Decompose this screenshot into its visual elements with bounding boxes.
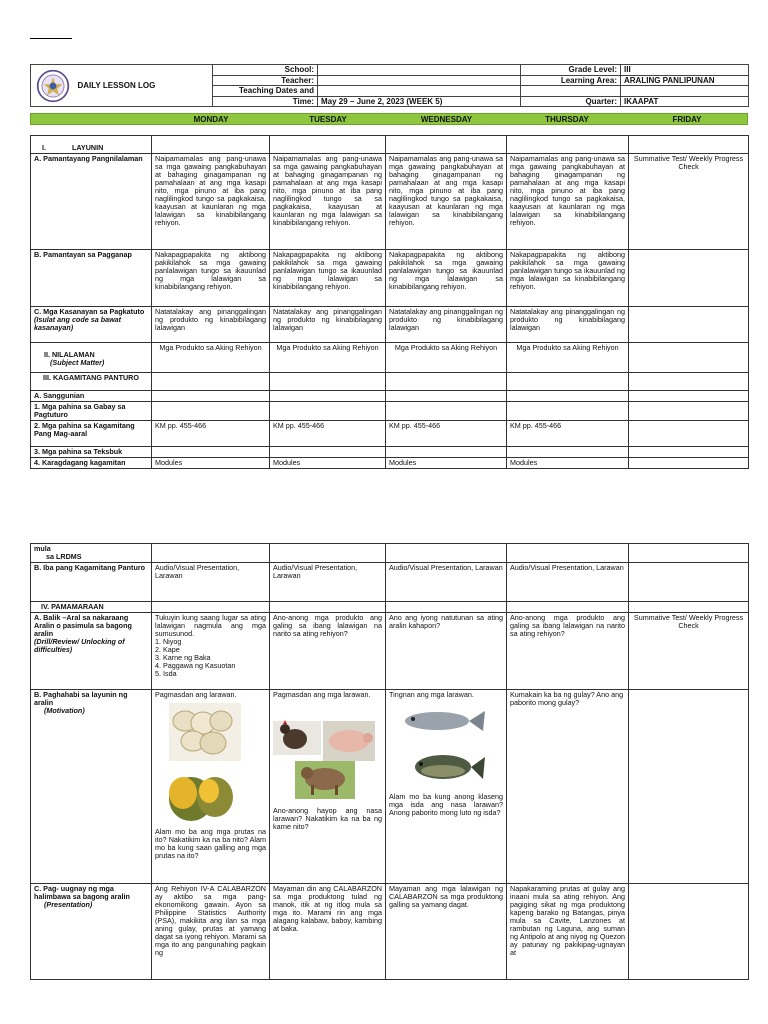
area-value[interactable]: ARALING PANLIPUNAN: [621, 75, 749, 86]
wed-motivation: Tingnan ang mga larawan. Alam mo ba kung anong klaseng mga isda ang nasa larawan? Anong paborito mong luto ng isda?: [386, 690, 507, 884]
area-label: Learning Area:: [521, 75, 621, 86]
pamantayan-pagganap-label: B. Pamantayan sa Pagganap: [31, 250, 152, 307]
thu-content-std: Naipamamalas ang pang-unawa sa mga gawaing pangkabuhayan at bahaging ginagampanan ng pamahalaan at ang mga kasapi nito, mga pinuno at iba pang naglilingkod tungo sa pagkakaisa, kaayusan at kaunlaran ng mga lalawigan sa kinabibilangang rehiyon.: [507, 154, 629, 250]
mon-materials: Audio/Visual Presentation, Larawan: [152, 563, 270, 602]
lesson-table-part2: [30, 543, 749, 980]
animals-image: [273, 701, 378, 801]
document-title: DAILY LESSON LOG: [75, 65, 213, 107]
grade-label: Grade Level:: [521, 65, 621, 76]
kasanayan-label: C. Mga Kasanayan sa Pagkatuto (Isulat ang code sa bawat kasanayan): [31, 307, 152, 343]
wed-content-std: Naipamamalas ang pang-unawa sa mga gawaing pangkabuhayan at bahaging ginagampanan ng pamahalaan at ang mga kasapi nito, mga pinuno at iba pang naglilingkod tungo sa pagkakaisa, kaayusan at kaunlaran ng mga lalawigan sa kinabibilangang rehiyon.: [386, 154, 507, 250]
fish-image: [389, 701, 489, 791]
tue-content-std: Naipamamalas ang pang-unawa sa mga gawaing pangkabuhayan at bahaging ginagampanan ng pamahalaan at ang mga kasapi nito, mga pinuno at iba pang naglilingkod tungo sa sa pagkakaisa, kaayusan at kaunlaran ng mga lalawigan sa kinabibilangang rehiyon.: [270, 154, 386, 250]
thu-performance-std: Nakapagpapakita ng aktibong pakikilahok sa mga gawaing panlalawigan tungo sa ikauunlad ng mga lalawigan sa kinabibilangang rehiyon.: [507, 250, 629, 307]
motivation-label: B. Paghahabi sa layunin ng aralin (Motivation): [31, 690, 152, 884]
thu-motivation: Kumakain ka ba ng gulay? Ano ang paborito mong gulay?: [507, 690, 629, 884]
dates-value[interactable]: [318, 86, 521, 97]
gabay-label: 1. Mga pahina sa Gabay sa Pagtuturo: [31, 402, 152, 421]
karagdagan-label: 4. Karagdagang kagamitan: [31, 458, 152, 469]
nilalaman-label: II. NILALAMAN (Subject Matter): [31, 343, 152, 373]
time-label: Time:: [213, 96, 318, 107]
time-value[interactable]: May 29 – June 2, 2023 (WEEK 5): [318, 96, 521, 107]
quarter-value[interactable]: IKAAPAT: [621, 96, 749, 107]
thu-subject: Mga Produkto sa Aking Rehiyon: [507, 343, 629, 373]
wed-km: KM pp. 455-466: [386, 421, 507, 447]
teacher-label: Teacher:: [213, 75, 318, 86]
quarter-label: Quarter:: [521, 96, 621, 107]
tue-materials: Audio/Visual Presentation, Larawan: [270, 563, 386, 602]
thu-km: KM pp. 455-466: [507, 421, 629, 447]
mon-subject: Mga Produkto sa Aking Rehiyon: [152, 343, 270, 373]
wed-modules: Modules: [386, 458, 507, 469]
teksbuk-label: 3. Mga pahina sa Teksbuk: [31, 447, 152, 458]
lesson-table-part1: [30, 135, 749, 469]
day-header-bar: [30, 113, 748, 125]
mon-content-std: Naipamamalas ang pang-unawa sa mga gawaing pangkabuhayan at bahaging ginagampanan ng pamahalaan at ang mga kasapi nito, mga pinuno at iba pang naglilingkod tungo sa pagkakaisa, kaayusan at kaunlaran ng mga lalawigan sa kinabibilangang rehiyon.: [152, 154, 270, 250]
school-value[interactable]: [318, 65, 521, 76]
thu-review: Ano-anong mga produkto ang galing sa ibang lalawigan na narito sa ating rehiyon?: [507, 613, 629, 690]
day-tuesday: TUESDAY: [309, 115, 347, 124]
fri-content-std: Summative Test/ Weekly Progress Check: [629, 154, 749, 250]
empty-cell: [621, 86, 749, 97]
grade-value[interactable]: III: [621, 65, 749, 76]
deped-seal: [31, 65, 75, 107]
layunin-heading: I. LAYUNIN: [31, 136, 152, 154]
presentation-label: C. Pag- uugnay ng mga halimbawa sa bagong aralin (Presentation): [31, 884, 152, 980]
mon-km: KM pp. 455-466: [152, 421, 270, 447]
wed-materials: Audio/Visual Presentation, Larawan: [386, 563, 507, 602]
tue-review: Ano-anong mga produkto ang galing sa ibang lalawigan na narito sa ating rehiyon?: [270, 613, 386, 690]
school-label: School:: [213, 65, 318, 76]
tue-km: KM pp. 455-466: [270, 421, 386, 447]
tue-subject: Mga Produkto sa Aking Rehiyon: [270, 343, 386, 373]
thu-presentation: Napakaraming prutas at gulay ang inaani mula sa ating rehiyon. Ang pagiging sikat ng mga produktong kapeng barako ng Batangas, pinya mula sa Cavite, Lanzones at rambutan ng Laguna, ang suman ng Antipolo at ang niyog ng Quezon ay patunay ng pakikipag-ugnayan at: [507, 884, 629, 980]
balik-aral-label: A. Balik –Aral sa nakaraang Aralin o pasimula sa bagong aralin (Drill/Review/ Unlocking of difficulties): [31, 613, 152, 690]
tue-motivation: Pagmasdan ang mga larawan. Ano-anong hayop ang nasa larawan? Nakatikim ka na ba ng karne nito?: [270, 690, 386, 884]
mon-motivation: Pagmasdan ang larawan. Alam mo ba ang mga prutas na ito? Nakatikim ka na ba nito? Alam mo ba kung saan galling ang mga prutas na ito?: [152, 690, 270, 884]
fri-review: Summative Test/ Weekly Progress Check: [629, 613, 749, 690]
day-wednesday: WEDNESDAY: [420, 115, 473, 124]
kagamitang-panturo-label: III. KAGAMITANG PANTURO: [31, 373, 152, 391]
wed-subject: Mga Produkto sa Aking Rehiyon: [386, 343, 507, 373]
dates-label: Teaching Dates and: [213, 86, 318, 97]
km-label: 2. Mga pahina sa Kagamitang Pang Mag-aaral: [31, 421, 152, 447]
seal-icon: [36, 69, 70, 103]
tue-competency: Natatalakay ang pinanggalingan ng produkto ng kinabibilagang lalawigan: [270, 307, 386, 343]
teacher-value[interactable]: [318, 75, 521, 86]
wed-review: Ano ang iyong natutunan sa ating aralin kahapon?: [386, 613, 507, 690]
tue-presentation: Mayaman din ang CALABARZON sa mga produktong tulad ng manok, itik at ng itlog mula sa mga ito. Marami rin ang mga alagang kalabaw, baboy, kambing at baka.: [270, 884, 386, 980]
lrdms-label: mula sa LRDMS: [31, 544, 152, 563]
day-spacer: [31, 114, 152, 124]
wed-competency: Natatalakay ang pinanggalingan ng produkto ng kinabibilagang lalawigan: [386, 307, 507, 343]
top-rule: [30, 38, 72, 39]
sanggunian-label: A. Sanggunian: [31, 391, 152, 402]
mon-modules: Modules: [152, 458, 270, 469]
pamamaraan-heading: IV. PAMAMARAAN: [31, 602, 152, 613]
thu-competency: Natatalakay ang pinanggalingan ng produkto ng kinabibilagang lalawigan: [507, 307, 629, 343]
mon-presentation: Ang Rehiyon IV-A CALABARZON ay aktibo sa mga pang-ekonomikong gawain. Ayon sa Philippine Statistics Authority (PSA), makikita ang ilan sa mga aning gulay, prutas at yamang dagat sa iyong rehiyon. Marami sa mga ito ang pangunahing pagkain ng: [152, 884, 270, 980]
tue-performance-std: Nakapagpapakita ng aktibong pakikilahok sa mga gawaing panlalawigan tungo sa ikauunlad ng mga lalawigan sa kinabibilangang rehiyon.: [270, 250, 386, 307]
day-friday: FRIDAY: [672, 115, 702, 124]
mon-review: Tukuyin kung saang lugar sa ating lalawigan nagmula ang mga sumusunod. 1. Niyog 2. Kape 3. Karne ng Baka 4. Paggawa ng Kasuotan 5. Isda: [152, 613, 270, 690]
pamantayang-pangnilalaman-label: A. Pamantayang Pangnilalaman: [31, 154, 152, 250]
tue-modules: Modules: [270, 458, 386, 469]
day-monday: MONDAY: [193, 115, 229, 124]
fruits-image: [155, 701, 255, 826]
wed-presentation: Mayaman ang mga lalawigan ng CALABARZON sa mga produktong galling sa yamang dagat.: [386, 884, 507, 980]
mon-competency: Natatalakay ang pinanggalingan ng produkto ng kinabibilagang lalawigan: [152, 307, 270, 343]
iba-pang-kagamitan-label: B. Iba pang Kagamitang Panturo: [31, 563, 152, 602]
day-thursday: THURSDAY: [545, 115, 589, 124]
wed-performance-std: Nakapagpapakita ng aktibong pakikilahok sa mga gawaing panlalawigan tungo sa ikauunlad ng mga lalawigan sa kinabibilangang rehiyon.: [386, 250, 507, 307]
mon-performance-std: Nakapagpapakita ng aktibong pakikilahok sa mga gawaing panlalawigan tungo sa ikauunlad ng mga lalawigan sa kinabibilangang rehiyon.: [152, 250, 270, 307]
thu-materials: Audio/Visual Presentation, Larawan: [507, 563, 629, 602]
empty-cell: [521, 86, 621, 97]
thu-modules: Modules: [507, 458, 629, 469]
header-table: [30, 64, 749, 107]
